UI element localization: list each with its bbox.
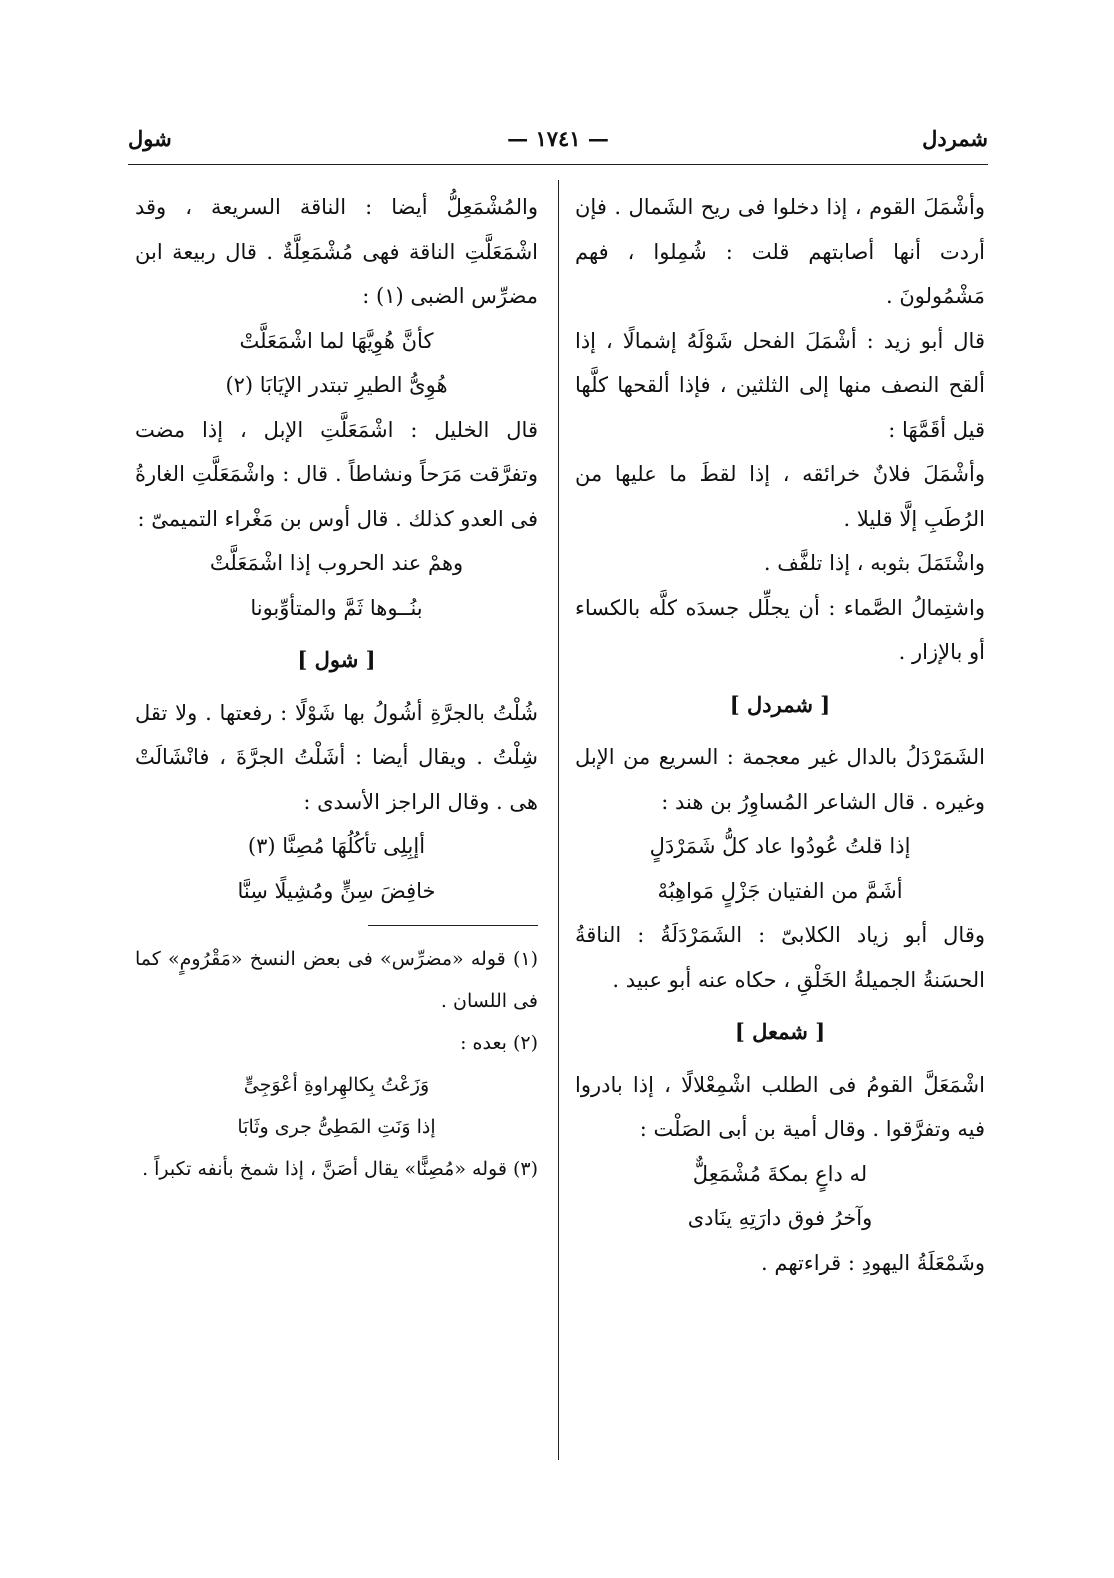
- paragraph: واشْتَمَلَ بثوبه ، إذا تلفَّف .: [763, 551, 985, 575]
- verse-line: إذا قلتُ عُودُوا عاد كلُّ شَمَرْدَلٍ: [649, 834, 911, 858]
- paragraph: وشَمْعَلَةُ اليهودِ : قراءتهم .: [761, 1250, 985, 1275]
- paragraph: وأشْمَلَ فلانٌ خرائقه ، إذا لقطَ ما عليها من الرُطَبِ إلَّا قليلا .: [575, 462, 985, 531]
- verse-line: هُوِىُّ الطيرِ تبتدر الإيَابَا (٢): [225, 373, 448, 397]
- paragraph: الشَمَرْدَلُ بالدال غير معجمة : السريع من الإبل وغيره . قال الشاعر المُساوِرُ بن هند :: [575, 745, 985, 814]
- verse-line: خافِضَ سِنٍّ ومُشِيلًا سِنَّا: [237, 878, 436, 903]
- header-rule: [128, 164, 988, 165]
- paragraph: وقال أبو زياد الكلابىّ : الشَمَرْدَلَةُ : الناقةُ الحسَنةُ الجميلةُ الخَلْقِ ، حكاه عنه أبو عبيد .: [575, 923, 985, 992]
- verse-line: كأنَّ هُوِيَّهَا لما اشْمَعَلَّتْ: [239, 328, 434, 353]
- verse-line: بنُــوها ثَمَّ والمتأوِّبونا: [250, 595, 423, 620]
- entry-heading: [ شمعل ]: [734, 1019, 826, 1044]
- verse-line: له داعٍ بمكةَ مُشْمَعِلٌّ: [692, 1161, 868, 1186]
- footnote: (٢) بعده :: [460, 1032, 538, 1054]
- paragraph: واشتِمالُ الصَّماء : أن يجلِّل جسدَه كلَّه بالكساء أو بالإزار .: [575, 595, 985, 664]
- header-right-word: شمردل: [922, 126, 988, 151]
- page-header: [128, 118, 988, 160]
- footnote: (٣) قوله «مُصِنًّا» يقال أصَنَّ ، إذا شمخ بأنفه تكبراً .: [142, 1158, 538, 1180]
- left-column: [135, 185, 538, 1190]
- verse-line: أإبِلِى تأكُلُهَا مُصِنَّا (٣): [247, 834, 426, 858]
- paragraph: قال الخليل : اشْمَعَلَّتِ الإبل ، إذا مضت وتفرَّقت مَرَحاً ونشاطاً . قال : واشْمَعَلَّتِ الغارةُ فى العدو كذلك . قال أوس بن مَغْراء التميمىّ :: [135, 417, 538, 531]
- verse-line: وآخرُ فوق دارَتِهِ ينَادى: [687, 1206, 873, 1230]
- footnotes: [135, 938, 538, 1190]
- footnote: (١) قوله «مضرِّس» فى بعض النسخ «مَقْرُومٍ» كما فى اللسان .: [135, 948, 538, 1012]
- paragraph: والمُشْمَعِلُّ أيضا : الناقة السريعة ، وقد اشْمَعَلَّتِ الناقة فهى مُشْمَعِلَّةٌ . قال ربيعة ابن مضرِّس الضبى (١) :: [135, 195, 538, 308]
- entry-heading: [ شول ]: [297, 647, 376, 672]
- paragraph: اشْمَعَلَّ القومُ فى الطلب اشْمِعْلالًا ، إذا بادروا فيه وتفرَّقوا . وقال أمية بن أبى الصَلْت :: [575, 1072, 985, 1141]
- right-column: [575, 185, 985, 1285]
- page-number: — ١٧٤١ —: [507, 126, 609, 151]
- paragraph: قال أبو زيد : أشْمَلَ الفحل شَوْلَهُ إشمالًا ، إذا ألقح النصف منها إلى الثلثين ، فإذا ألقحها كلَّها قيل أقَمَّهَا :: [575, 328, 985, 442]
- column-divider: [558, 180, 559, 1460]
- footnote-verse: إذا وَنَتِ المَطِىُّ جرى وثَابَا: [237, 1116, 436, 1138]
- verse-line: وهمْ عند الحروب إذا اشْمَعَلَّتْ: [209, 551, 464, 575]
- footnote-rule: [368, 925, 538, 926]
- footnote-verse: وَزَعْتُ بِكالهِراوةِ أعْوَجِىٍّ: [243, 1074, 430, 1096]
- entry-heading: [ شمردل ]: [729, 691, 831, 717]
- paragraph: شُلْتُ بالجرَّةِ أشُولُ بها شَوْلًا : رفعتها . ولا تقل شِلْتُ . ويقال أيضا : أشَلْتُ الجرَّةَ ، فانْشَالَتْ هى . وقال الراجز الأسدى :: [135, 700, 538, 814]
- header-left-word: شول: [128, 126, 172, 151]
- paragraph: وأشْمَلَ القوم ، إذا دخلوا فى ريح الشَمال . فإن أردت أنها أصابتهم قلت : شُمِلوا ، فهم مَشْمُولونَ .: [575, 195, 985, 308]
- verse-line: أشَمَّ من الفتيان جَزْلٍ مَواهِبُهْ: [657, 878, 903, 903]
